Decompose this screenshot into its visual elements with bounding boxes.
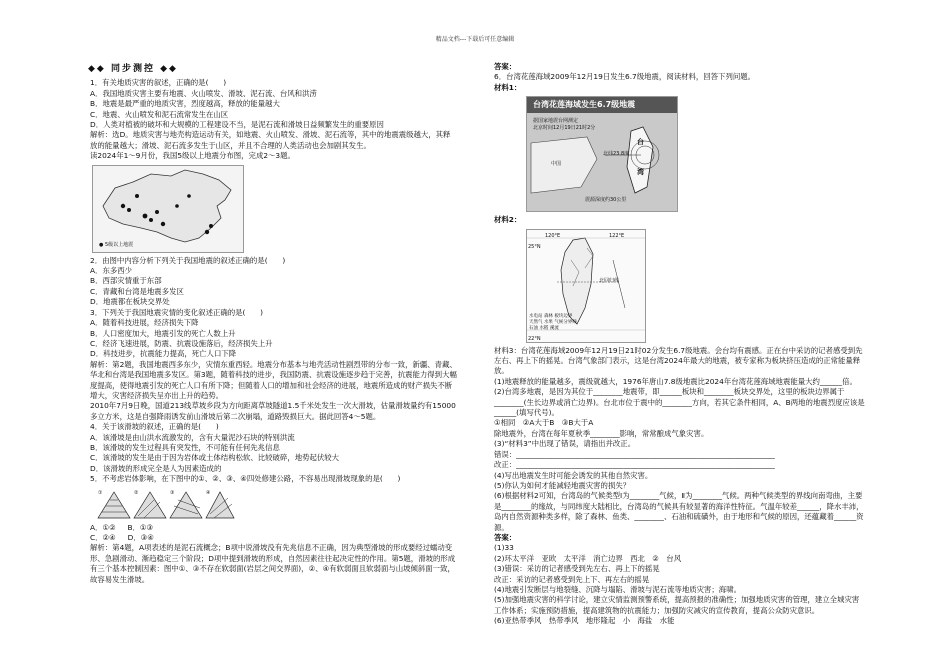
q5-option-d: D．③④: [127, 533, 154, 542]
q5-options-row2: [82, 533, 457, 543]
q1-stem: 1．有关地质灾害的叙述，正确的是( ): [90, 78, 227, 88]
landslide-figure: [96, 488, 236, 520]
answer-3a: (3)错误：采访的记者感受到先左右、再上下的摇晃: [494, 564, 660, 574]
q6-sub2-options: ①相同 ②A大于B ③B大于A: [494, 418, 594, 428]
legend-forest: 森林: [543, 313, 553, 319]
quake-map-art: [527, 97, 677, 211]
answer-3b: 改正：采访的记者感受到先上下、再左右的摇晃: [494, 574, 650, 584]
q2-option-c: C．青藏和台湾是地震多发区: [90, 286, 184, 296]
map-legend: ● 5级以上地震: [99, 241, 134, 248]
quake-banner-title: 台湾花莲海域发生6.7级地震: [533, 100, 636, 110]
material3-text: 材料3：台湾花莲海域2009年12月19日21时02分发生6.7级地震。会台均有震感。正在台中采访的记者感受到先左右、再上下的摇晃。台湾气象部门表示，这是台湾2024年最大的地震，被专家称为板块挤压造成的正常能量释放。: [494, 345, 863, 376]
legend-climate: 气候分界线: [554, 319, 577, 325]
legend-plate: 板块边界: [554, 313, 573, 319]
slope-label-4: ④: [206, 489, 211, 496]
legend-hydro: 水电站: [529, 313, 543, 319]
q5-analysis: 解析：第4题，A项表述的是泥石流概念；B项中说滑坡没有先兆信息不正确，因为典型滑坡的形成要经过蠕动变形、急剧滑动、渐趋稳定三个阶段；D项中提到滑坡的形成，自然因素往往起决定性的作用。第5题，滑坡的形成有三个基本控制因素：图中①、③不存在软弱面(岩层之间交界面)，②、④有软弱面且软弱面与山坡倾斜面一致，故容易发生滑坡。: [90, 543, 456, 584]
q6-fix-line: 改正：______________________________________________________________________: [494, 460, 775, 470]
legend-gas: 天然气: [529, 319, 543, 325]
map2-lat-25: 25°N: [528, 243, 541, 250]
q4-option-a: A．该滑坡是由山洪水流激发的，含有大量泥沙石块的特别洪流: [90, 432, 295, 442]
q1-option-c: C．地震、火山喷发和泥石流常发生在山区: [90, 109, 229, 119]
q6-sub2-more: 除地震外，台湾在每年夏秋季________影响，常常酿成气象灾害。: [494, 428, 709, 438]
right-column: [486, 62, 866, 627]
map2-tropic-label: 北回归线: [599, 277, 620, 284]
q4-stem: 4．关于该滑坡的叙述，正确的是( ): [90, 422, 219, 432]
q2-3-lead: 读2024年1～9月份，我国5级以上地震分布图，完成2～3题。: [90, 151, 295, 161]
q6-sub1: (1)地震释放的能量越多，震级就越大，1976年唐山7.8级地震比2024年台湾花莲海域地震能量大约______倍。: [494, 376, 857, 386]
q1-option-b: B．地震是最严重的地质灾害，烈度越高，释放的能量越大: [90, 99, 280, 109]
slope-label-2: ②: [134, 489, 139, 496]
q2-option-b: B．西部灾情重于东部: [90, 276, 162, 286]
slope-label-3: ③: [170, 489, 175, 496]
page-header: 精品文档---下载后可任意编辑: [435, 36, 515, 43]
q4-intro: 2010年7月9日晚，国道213线草坡乡段为方向距离草坡隧道1.5千米处发生一次大滑坡，估量滑坡量约有15000多立方米，这是自强降雨诱发前山滑坡后第二次崩塌，道路毁损巨大。据此回答4～5题。: [90, 401, 456, 421]
q5-options-row1: [82, 523, 457, 533]
q3-option-c: C．经济飞速进展，防震、抗震设施落后，经济损失上升: [90, 338, 273, 348]
fig-label-depth: 震源深度约30公里: [585, 197, 627, 204]
q1-option-d: D．人类对植被的破坏和大规模的工程建设不当，是泥石流和滑坡日益频繁发生的重要原因: [90, 120, 384, 130]
q6-error-line: 错误：______________________________________________________________________: [494, 449, 775, 459]
left-column: [82, 62, 457, 585]
material1-label: 材料1：: [494, 82, 522, 92]
legend-fruit: 水果: [543, 319, 553, 325]
q1-analysis: 解析：选D。地质灾害与地壳构造运动有关，如地震、火山喷发、滑坡、泥石流等，其中的地震震级越大，其释放的能量越大；滑坡、泥石流多发生于山区，并且不合理的人类活动也会加剧其发生。: [90, 130, 451, 150]
q6-stem: 6．台湾花莲海域2009年12月19日发生6.7级地震，阅读材料，回答下列问题。: [494, 72, 756, 82]
q5-option-c: C．②④: [90, 533, 116, 542]
answer-4: (4)地震引发断层与地裂缝、沉降与塌陷、滑坡与泥石流等地质灾害；海啸。: [494, 584, 741, 594]
quake-banner-time: 北京时间12月19日21时2分: [533, 125, 596, 132]
q3-stem: 3．下列关于我国地震灾情的变化叙述正确的是( ): [90, 307, 264, 317]
section-title: ◆◆ 同步测控 ◆◆: [88, 64, 178, 74]
quake-news-figure: [526, 96, 678, 212]
material2-label: 材料2：: [494, 215, 522, 225]
answers-label: 答案：: [494, 532, 517, 542]
q4-option-c: C．该滑坡的发生是由于因为岩体或土体结构松软、比较破碎，地势起伏较大: [90, 453, 340, 463]
taiwan-resource-map: [526, 229, 646, 343]
legend-oil: 石油: [529, 325, 538, 331]
china-earthquake-map: [92, 165, 244, 253]
q6-sub4: (4)写出地震发生时可能会诱发的其他自然灾害。: [494, 470, 653, 480]
map2-lon-122: 122°E: [609, 232, 625, 239]
q3-analysis: 解析：第2题，我国地震西多东少，灾情东重西轻。地震分布基本与地壳活动性剧烈带的分布一致，新疆、青藏、华北和台湾是我国地震多发区。第3题，随着科技的进步，我国防震、抗震设施逐步趋于完善，抗震能力得到大幅度提高，使得地震引发的死亡人口有所下降；但随着人口的增加和社会经济的进展，地震所造成的财产损失不断增大，灾害经济损失呈亦出上升的趋势。: [90, 359, 457, 400]
fig-label-tai: 台: [637, 138, 644, 147]
legend-river: 溪流: [549, 325, 559, 331]
q2-option-d: D．地震都在板块交界处: [90, 297, 170, 307]
map2-lon-120: 120°E: [545, 232, 561, 239]
answer-q5: 答案：: [494, 62, 517, 71]
fig-label-china: 中国: [551, 161, 562, 168]
q2-option-a: A．东多西少: [90, 266, 133, 276]
answer-1: (1)33: [494, 543, 514, 553]
slope-label-1: ①: [98, 489, 103, 496]
q3-option-b: B．人口密度加大，地震引发的死亡人数上升: [90, 328, 236, 338]
answer-6: (6)亚热带季风 热带季风 地形隆起 小 海盐 水能: [494, 616, 675, 626]
q5-stem: 5．不考虑岩体影响，在下图中的①、②、③、④四处修建公路，不容易出现滑坡现象的是( ): [90, 474, 401, 484]
fig-label-lat: 北纬23.8度: [603, 151, 630, 158]
map2-lat-22: 22°N: [528, 335, 541, 342]
map2-legend: [529, 314, 643, 332]
q6-sub3: (3)“材料3”中出现了错误，请指出并改正。: [494, 439, 636, 449]
q6-sub6: (6)根据材料2可知，台湾岛的气候类型Ⅰ为________气候，Ⅱ为________气候。两种气候类型的界线向南弯曲，主要是________的缘故，与同纬度大陆相比，台湾岛的气候具有较显著的海洋性特征。气温年较差______，降水丰沛，岛内自然资源种类多样，除了森林、鱼类、________、石油和硫磺外，由于地形和气候的原因，还蕴藏着______资源。: [494, 491, 864, 532]
fig-label-wan: 湾: [637, 168, 644, 177]
q4-option-b: B．该滑坡的发生过程具有突发性，不可能有任何先兆信息: [90, 442, 280, 452]
q6-sub2: (2)台湾多地震，是因为其位于________地震带，即______板块和________板块交界处，这里的板块边界属于________(生长边界或消亡边界)。台北市位于震中的________方向，若其它条件相同，A、B两地的地震烈度应该是______(填写代号)。: [494, 387, 865, 418]
legend-rice: 水稻: [539, 325, 549, 331]
slope-diagrams: [96, 488, 236, 520]
q3-option-d: D．科技进步，抗震能力提高，死亡人口下降: [90, 349, 237, 359]
quake-banner-sub: 据国家地震台网测定: [533, 118, 579, 125]
q1-option-a: A．我国地质灾害主要有地震、火山喷发、滑坡、泥石流、台风和洪涝: [90, 88, 317, 98]
answer-5: (5)加强地震灾害的科学讨论，建立灾情监测预警系统，提高预报的准确性；加强地质灾害的管理，建立全城灾害工作体系；实施预防措施，提高建筑物的抗震能力；加强防灾减灾的宣传教育，提高公众防灾意识。: [494, 595, 860, 615]
q6-sub5: (5)你认为如何才能减轻地震灾害的损失？: [494, 480, 631, 490]
q4-option-d: D．该滑坡的形成完全是人为因素造成的: [90, 463, 222, 473]
answer-2: (2)环太平洋 亚欧 太平洋 消亡边界 西北 ② 台风: [494, 553, 682, 563]
q5-option-a: A．①②: [90, 522, 116, 532]
q3-option-a: A．随着科技进展，经济损失下降: [90, 318, 199, 328]
q5-option-b: B．①③: [127, 522, 154, 532]
q2-stem: 2．由图中内容分析下列关于我国地震的叙述正确的是( ): [90, 255, 286, 265]
